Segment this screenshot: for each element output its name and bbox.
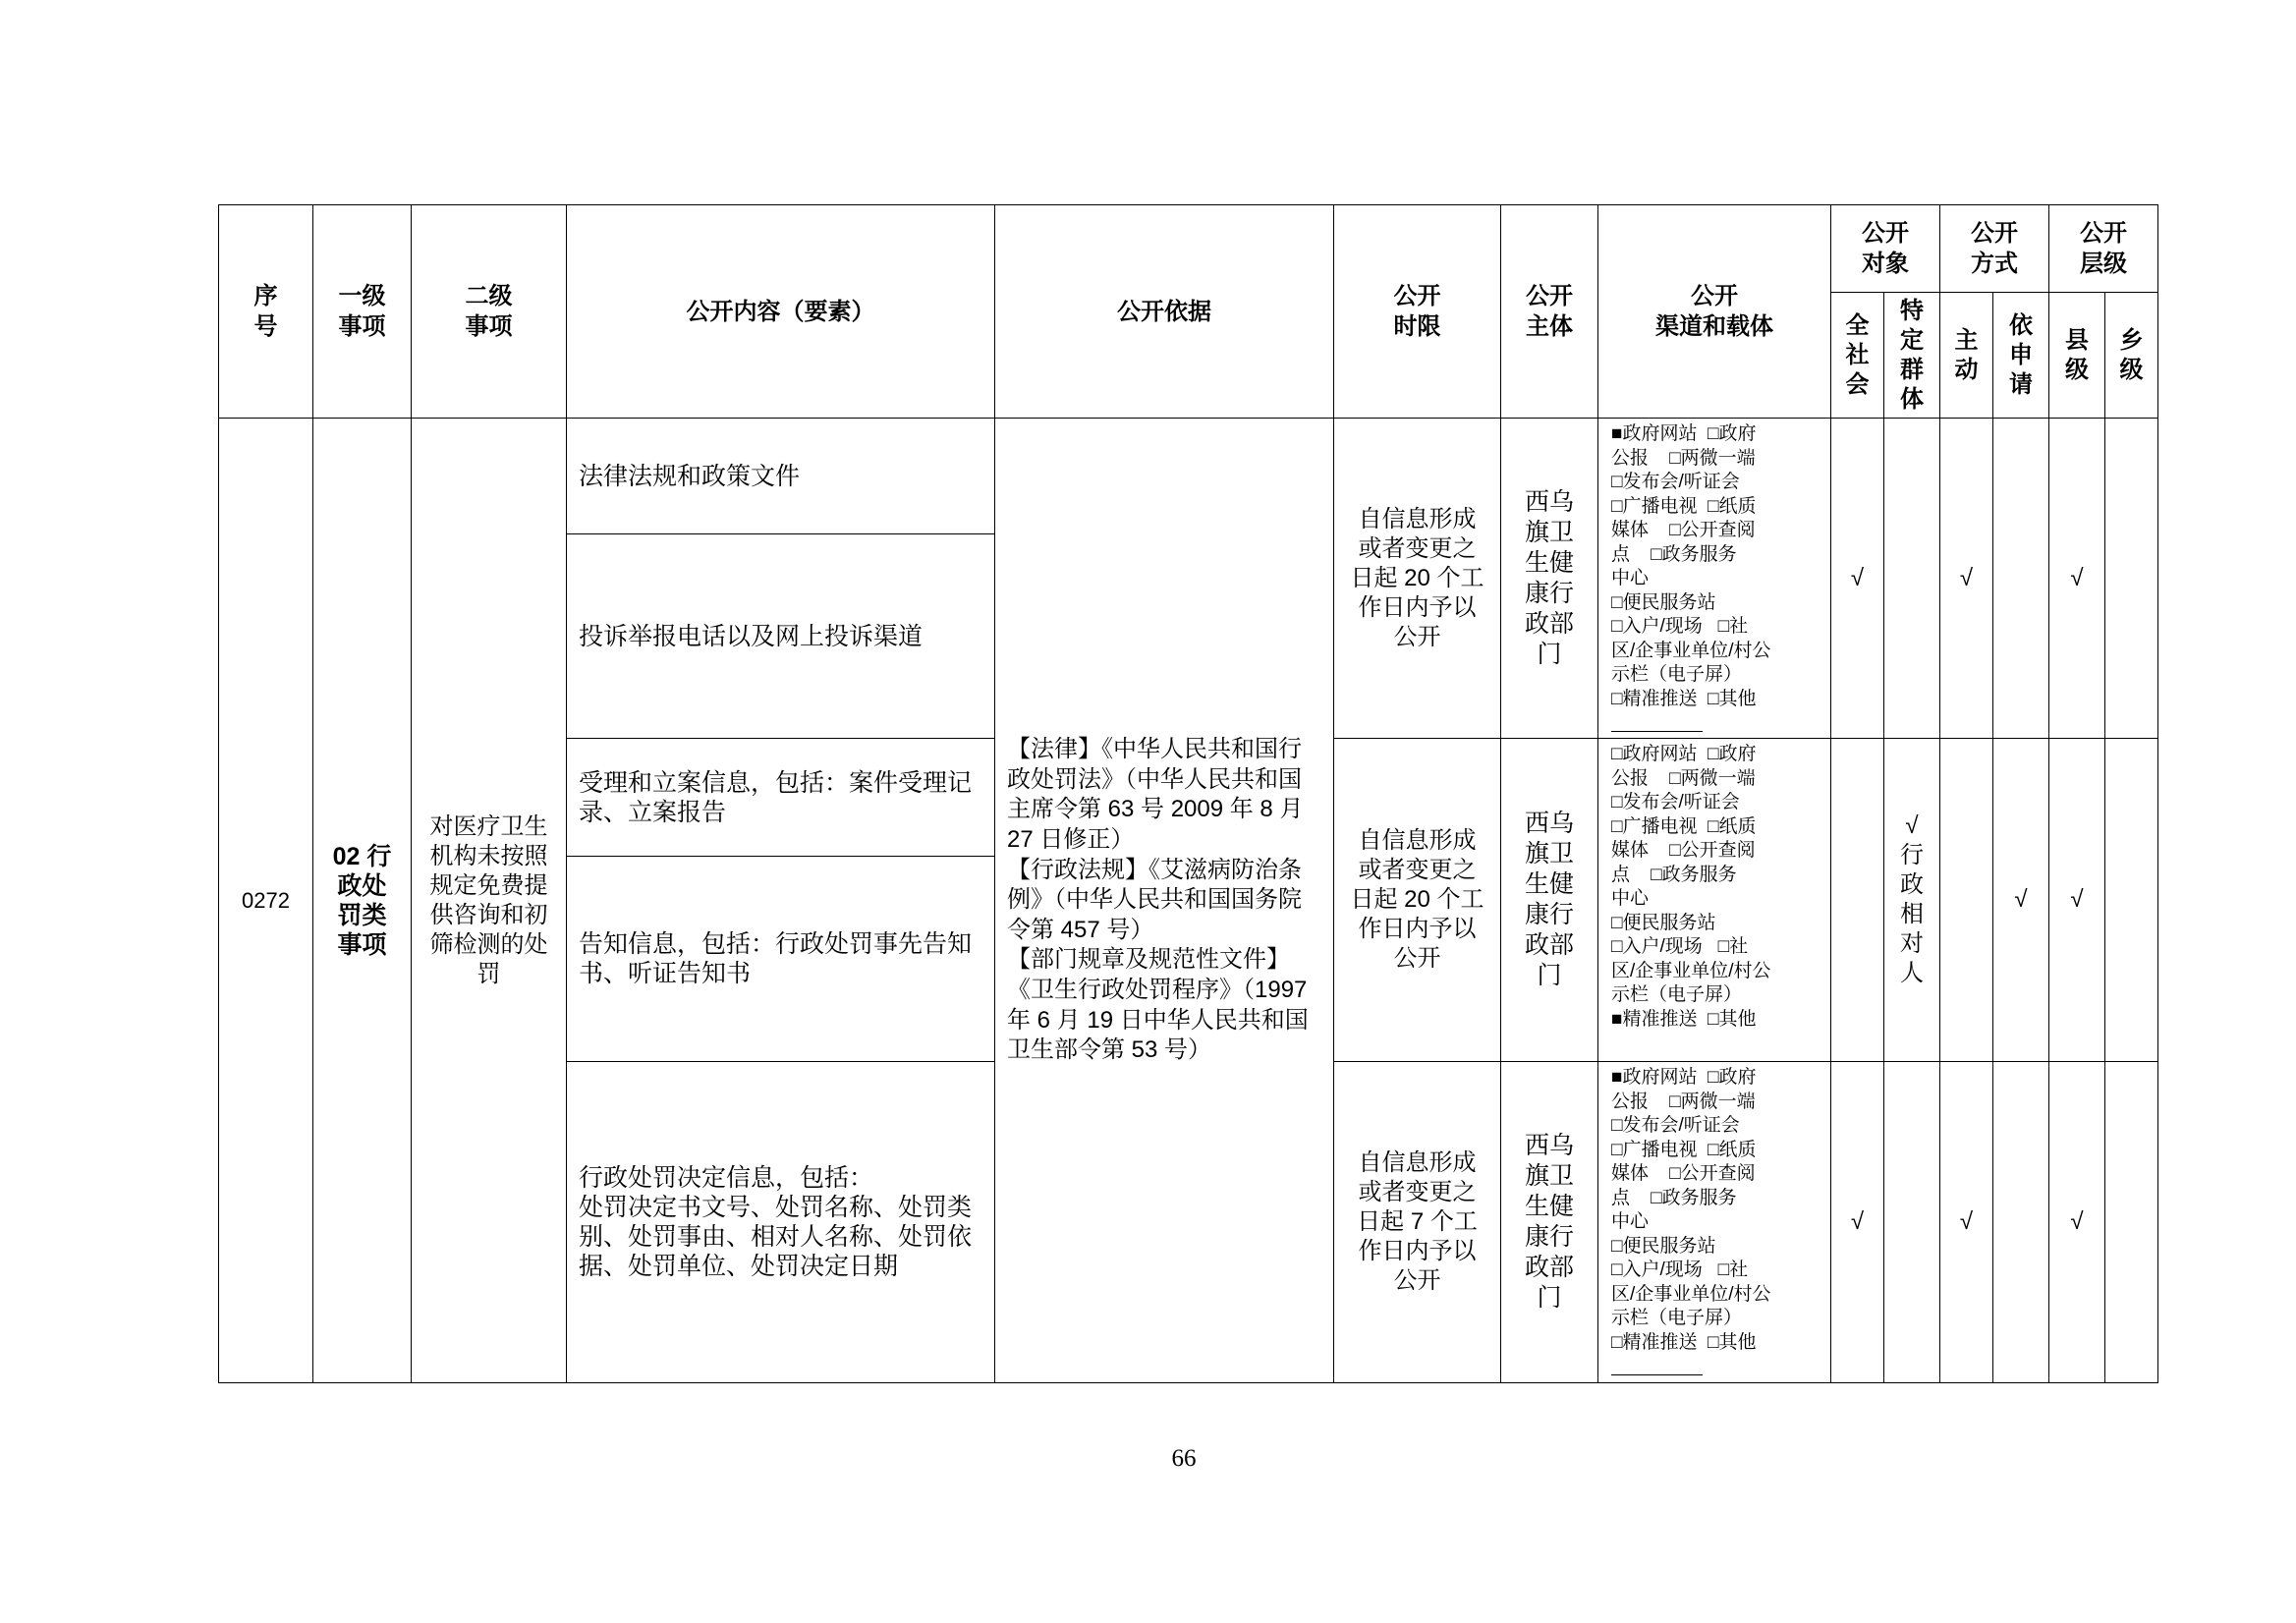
disclosure-table (218, 204, 2158, 1383)
check-active: √ (1940, 419, 1993, 739)
header-county-cell (2049, 293, 2105, 419)
header-seq: 序 号 (219, 205, 313, 419)
table-row (219, 419, 2158, 534)
channel-cell (1598, 1062, 1831, 1383)
content-item: 受理和立案信息，包括：案件受理记 录、立案报告 (567, 739, 995, 857)
check-county: √ (2049, 419, 2105, 739)
check-specific-group-cell (1884, 1062, 1940, 1383)
page-number: 66 (1171, 1445, 1197, 1472)
header-township: 乡级 (2119, 326, 2144, 383)
channel-options: ■政府网站 □政府 公报 □两微一端 □发布会/听证会 □广播电视 □纸质 媒体 □公开查阅 点 □政务服务 中心 □便民服务站 □入户/现场 □社 区/企事业单位/村公 示栏（电子屏） □精准推送 □其他 (1611, 1067, 1771, 1353)
channel-other-blank-line (1611, 711, 1703, 732)
disclosure-subject: 西乌 旗卫 生健 康行 政部 门 (1501, 1062, 1598, 1383)
check-active (1940, 739, 1993, 1062)
header-all-society-cell (1831, 293, 1884, 419)
record-level1-item: 02 行 政处 罚类 事项 (313, 419, 412, 1383)
content-item: 行政处罚决定信息，包括： 处罚决定书文号、处罚名称、处罚类 别、处罚事由、相对人名称、处罚依 据、处罚单位、处罚决定日期 (567, 1062, 995, 1383)
header-county: 县级 (2065, 326, 2089, 383)
header-active: 主动 (1954, 326, 1979, 383)
header-on-request-cell (1993, 293, 2049, 419)
header-content: 公开内容（要素） (567, 205, 995, 419)
check-township (2105, 739, 2158, 1062)
disclosure-subject: 西乌 旗卫 生健 康行 政部 门 (1501, 419, 1598, 739)
check-township (2105, 419, 2158, 739)
content-item: 投诉举报电话以及网上投诉渠道 (567, 534, 995, 739)
time-limit: 自信息形成 或者变更之 日起 7 个工 作日内予以 公开 (1334, 1062, 1501, 1383)
record-seq: 0272 (219, 419, 313, 1383)
check-county: √ (2049, 1062, 2105, 1383)
record-level2-item: 对医疗卫生 机构未按照 规定免费提 供咨询和初 筛检测的处 罚 (412, 419, 567, 1383)
channel-options: ■政府网站 □政府 公报 □两微一端 □发布会/听证会 □广播电视 □纸质 媒体 □公开查阅 点 □政务服务 中心 □便民服务站 □入户/现场 □社 区/企事业单位/村公 示栏（电子屏） □精准推送 □其他 (1611, 423, 1771, 709)
check-specific-group: √行政相对人 (1900, 812, 1924, 986)
check-township (2105, 1062, 2158, 1383)
channel-cell (1598, 739, 1831, 1062)
header-level1-item: 一级 事项 (313, 205, 412, 419)
channel-options: □政府网站 □政府 公报 □两微一端 □发布会/听证会 □广播电视 □纸质 媒体 □公开查阅 点 □政务服务 中心 □便民服务站 □入户/现场 □社 区/企事业单位/村公 示栏（电子屏） ■精准推送 □其他 (1611, 744, 1771, 1030)
header-basis: 公开依据 (995, 205, 1334, 419)
check-on-request: √ (1993, 739, 2049, 1062)
check-all-society: √ (1831, 419, 1884, 739)
header-time-limit: 公开 时限 (1334, 205, 1501, 419)
header-tier: 公开 层级 (2049, 205, 2158, 293)
time-limit: 自信息形成 或者变更之 日起 20 个工 作日内予以 公开 (1334, 419, 1501, 739)
channel-other-blank-line (1611, 1355, 1703, 1375)
header-all-society: 全社会 (1845, 311, 1870, 398)
content-item: 告知信息，包括：行政处罚事先告知 书、听证告知书 (567, 857, 995, 1062)
header-target: 公开 对象 (1831, 205, 1940, 293)
header-active-cell (1940, 293, 1993, 419)
check-on-request (1993, 1062, 2049, 1383)
header-on-request: 依申请 (2009, 311, 2033, 398)
header-row-top (219, 205, 2158, 293)
header-specific-group-cell (1884, 293, 1940, 419)
time-limit: 自信息形成 或者变更之 日起 20 个工 作日内予以 公开 (1334, 739, 1501, 1062)
disclosure-basis: 【法律】《中华人民共和国行 政处罚法》（中华人民共和国 主席令第 63 号 2009 年 8 月 27 日修正） 【行政法规】《艾滋病防治条 例》（中华人民共和国国务院 令第 457 号） 【部门规章及规范性文件】 《卫生行政处罚程序》（1997 年 6 月 19 日中华人民共和国 卫生部令第 53 号） (995, 419, 1334, 1383)
check-specific-group-cell (1884, 419, 1940, 739)
content-item: 法律法规和政策文件 (567, 419, 995, 534)
check-on-request (1993, 419, 2049, 739)
channel-cell (1598, 419, 1831, 739)
check-all-society (1831, 739, 1884, 1062)
check-active: √ (1940, 1062, 1993, 1383)
disclosure-subject: 西乌 旗卫 生健 康行 政部 门 (1501, 739, 1598, 1062)
check-specific-group-cell (1884, 739, 1940, 1062)
header-level2-item: 二级 事项 (412, 205, 567, 419)
header-specific-group: 特定群体 (1900, 297, 1924, 413)
header-channel: 公开 渠道和载体 (1598, 205, 1831, 419)
header-method: 公开 方式 (1940, 205, 2049, 293)
header-township-cell (2105, 293, 2158, 419)
check-all-society: √ (1831, 1062, 1884, 1383)
check-county: √ (2049, 739, 2105, 1062)
header-subject: 公开 主体 (1501, 205, 1598, 419)
